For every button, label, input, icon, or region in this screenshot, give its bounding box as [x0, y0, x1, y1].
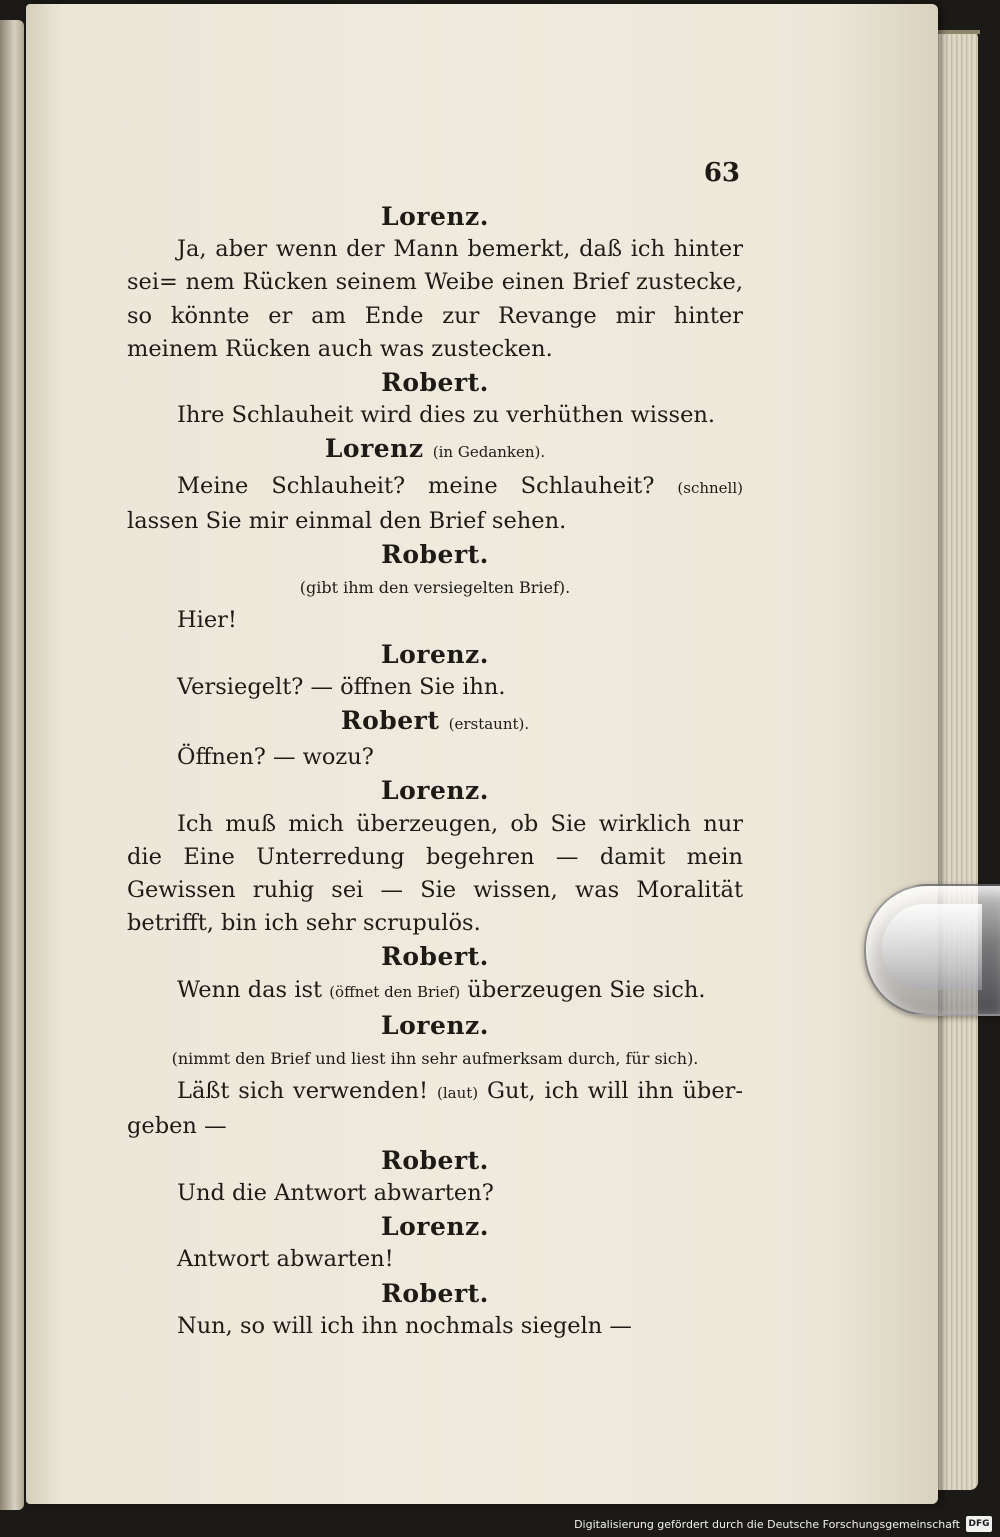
speech-text: Antwort abwarten! — [177, 1246, 394, 1273]
speech-text: Versiegelt? — öffnen Sie ihn. — [177, 673, 506, 700]
speaker-heading: Robert (erstaunt). — [340, 706, 530, 736]
page-stack-edge — [932, 30, 978, 1490]
left-page-edge — [0, 20, 24, 1510]
speech-text: Ich muß mich überzeugen, ob Sie wirklich nur die Eine Unterredung begehren — damit mein Gewissen ruhig sei — Sie wissen, was Moralität betrifft, bin ich sehr scrupulös. — [127, 810, 743, 937]
stage-direction: (gibt ihm den versiegelten Brief). — [299, 578, 571, 598]
speaker-heading: Lorenz. — [381, 1010, 489, 1040]
speech-text: Und die Antwort abwarten? — [177, 1179, 494, 1206]
stage-note: (in Gedanken). — [432, 443, 546, 462]
stage-note: (erstaunt). — [448, 715, 530, 734]
speaker-heading: Robert. — [381, 1278, 489, 1308]
speech-text: Öffnen? — wozu? — [177, 744, 374, 771]
speech-text: Ihre Schlauheit wird dies zu verhüthen wissen. — [177, 402, 716, 429]
speech-text: Läßt sich verwenden! (laut) Gut, ich will ihn über- geben — — [127, 1078, 744, 1140]
speech-text: Nun, so will ich ihn nochmals siegeln — — [177, 1312, 632, 1339]
speaker-heading: Robert. — [381, 1145, 489, 1175]
speaker-heading: Lorenz. — [381, 639, 489, 669]
speech-text: Hier! — [177, 607, 237, 634]
digitization-credit: Digitalisierung gefördert durch die Deutsche Forschungsgemeinschaft — [574, 1518, 960, 1531]
dfg-logo: DFG — [966, 1516, 992, 1532]
speaker-heading: Lorenz. — [381, 1212, 489, 1242]
stage-note: (schnell) — [677, 478, 743, 497]
speaker-heading: Lorenz. — [381, 776, 489, 806]
play-text — [127, 200, 743, 1343]
stage-direction: (nimmt den Brief und liest ihn sehr aufmerksam durch, für sich). — [171, 1049, 699, 1069]
speaker-heading: Robert. — [381, 368, 489, 398]
speaker-heading: Robert. — [381, 540, 489, 570]
page-clip-highlight — [882, 904, 982, 990]
speech-text: Meine Schlauheit? meine Schlauheit? (schnell) lassen Sie mir einmal den Brief sehen. — [127, 472, 743, 534]
stage-note: (öffnet den Brief) — [329, 982, 461, 1001]
speaker-heading: Lorenz. — [381, 202, 489, 231]
speaker-heading: Robert. — [381, 942, 489, 972]
page-number: 63 — [703, 158, 740, 188]
speech-text: Wenn das ist (öffnet den Brief) überzeugen Sie sich. — [177, 976, 706, 1003]
speech-text: Ja, aber wenn der Mann bemerkt, daß ich hinter sei= nem Rücken seinem Weibe einen Brief zustecke, so könnte er am Ende zur Revange mir hinter meinem Rücken auch was zustecken. — [127, 236, 743, 362]
stage-note: (laut) — [436, 1084, 479, 1103]
speaker-heading: Lorenz (in Gedanken). — [324, 434, 546, 464]
page-clip — [864, 884, 1000, 1016]
